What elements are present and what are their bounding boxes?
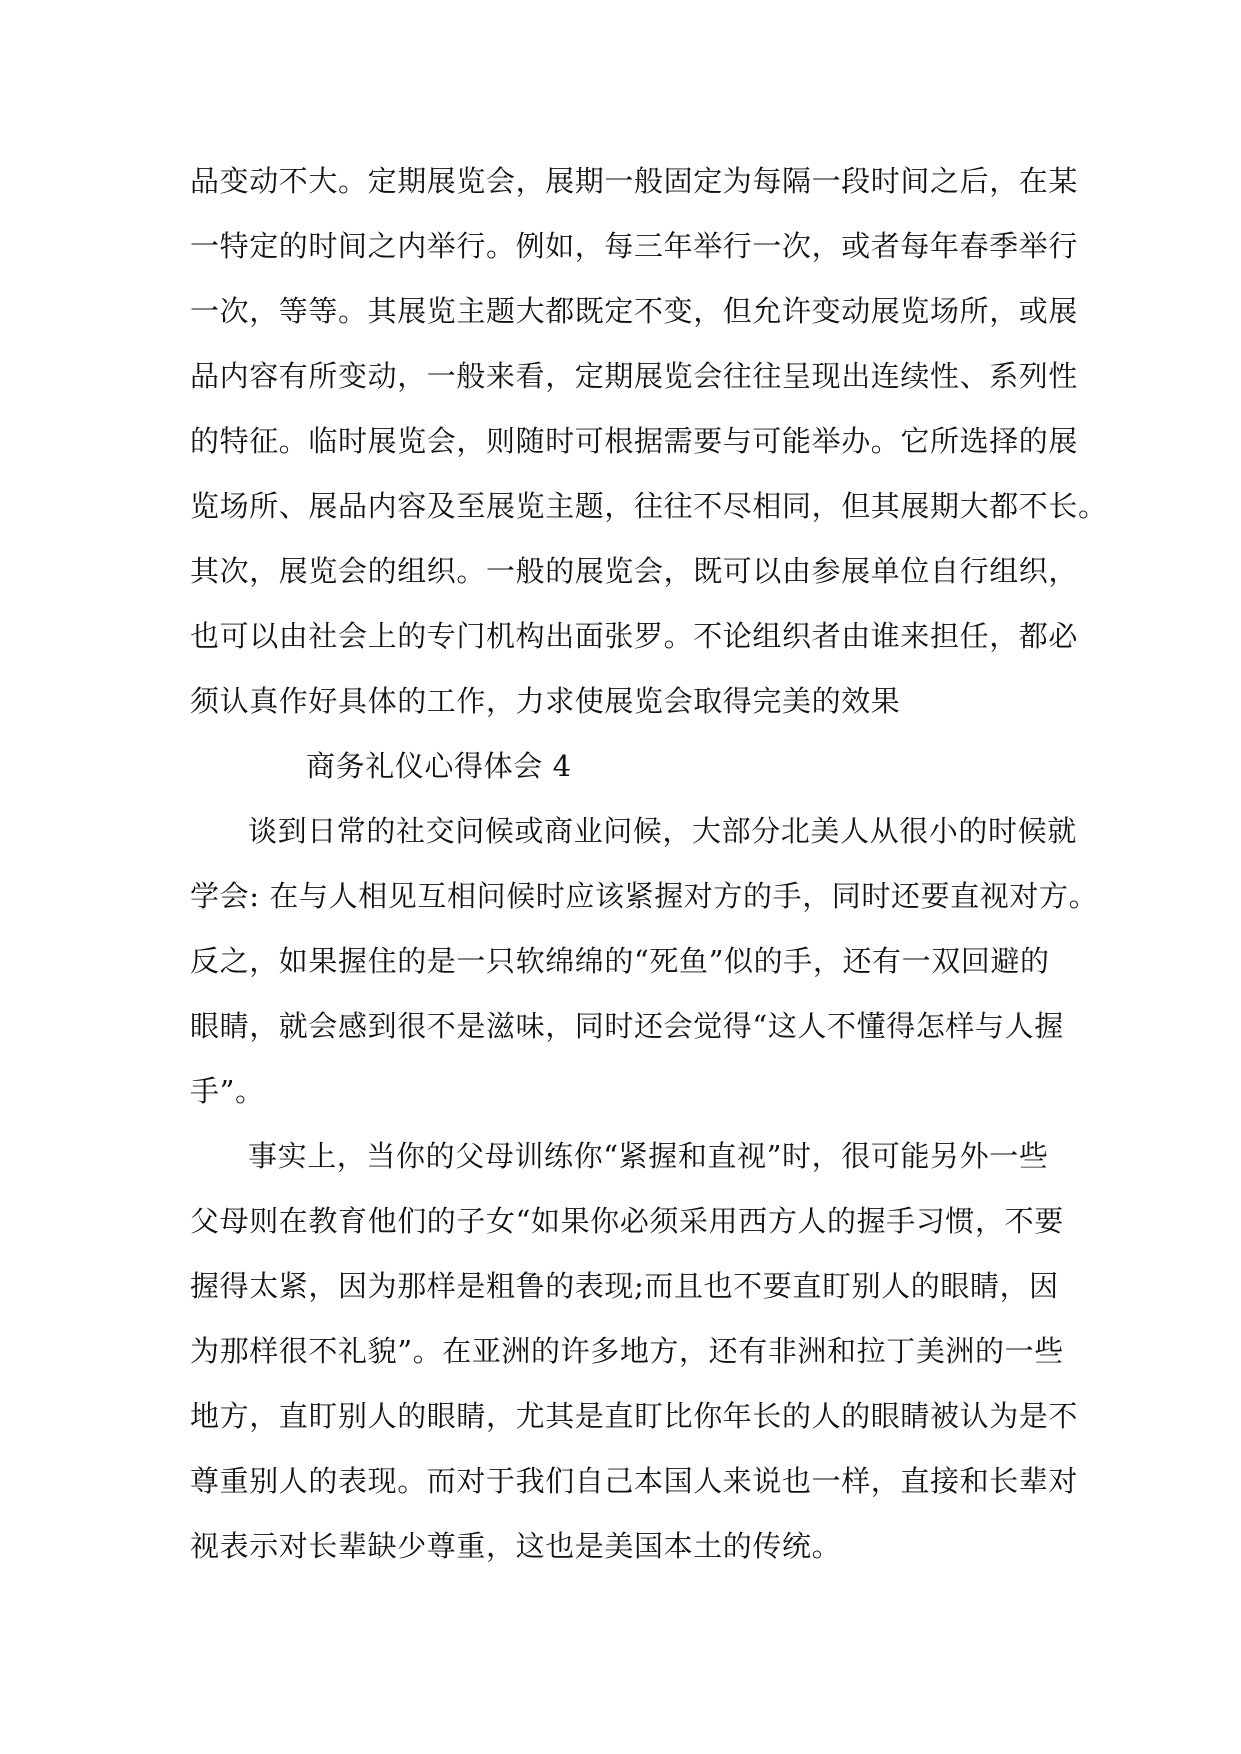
text-line: 事实上，当你的父母训练你“紧握和直视”时，很可能另外一些 — [248, 1139, 1049, 1173]
text-line: 尊重别人的表现。而对于我们自己本国人来说也一样，直接和长辈对 — [190, 1464, 1079, 1498]
text-line: 为那样很不礼貌”。在亚洲的许多地方，还有非洲和拉丁美洲的一些 — [190, 1334, 1064, 1368]
text-line: 父母则在教育他们的子女“如果你必须采用西方人的握手习惯，不要 — [190, 1204, 1064, 1238]
text-line: 地方，直盯别人的眼睛，尤其是直盯比你年长的人的眼睛被认为是不 — [190, 1399, 1079, 1433]
text-line: 品变动不大。定期展览会，展期一般固定为每隔一段时间之后，在某 — [190, 164, 1079, 198]
text-line: 一特定的时间之内举行。例如，每三年举行一次，或者每年春季举行 — [190, 229, 1079, 263]
text-line: 谈到日常的社交问候或商业问候，大部分北美人从很小的时候就 — [248, 814, 1077, 848]
text-line: 须认真作好具体的工作，力求使展览会取得完美的效果 — [190, 684, 901, 718]
section-heading: 商务礼仪心得体会 4 — [306, 749, 572, 783]
text-line: 手”。 — [190, 1074, 265, 1108]
body-text — [190, 158, 1108, 1588]
text-line: 品内容有所变动，一般来看，定期展览会往往呈现出连续性、系列性 — [190, 359, 1079, 393]
text-line: 学会: 在与人相见互相问候时应该紧握对方的手，同时还要直视对方。 — [190, 879, 1099, 913]
text-line: 眼睛，就会感到很不是滋味，同时还会觉得“这人不懂得怎样与人握 — [190, 1009, 1064, 1043]
text-line: 的特征。临时展览会，则随时可根据需要与可能举办。它所选择的展 — [190, 424, 1079, 458]
text-line: 其次，展览会的组织。一般的展览会，既可以由参展单位自行组织， — [190, 554, 1079, 588]
text-line: 反之，如果握住的是一只软绵绵的“死鱼”似的手，还有一双回避的 — [190, 944, 1050, 978]
text-line: 视表示对长辈缺少尊重，这也是美国本土的传统。 — [190, 1529, 842, 1563]
text-line: 览场所、展品内容及至展览主题，往往不尽相同，但其展期大都不长。 — [190, 489, 1108, 523]
text-line: 握得太紧，因为那样是粗鲁的表现;而且也不要直盯别人的眼睛，因 — [190, 1269, 1059, 1303]
text-line: 一次，等等。其展览主题大都既定不变，但允许变动展览场所，或展 — [190, 294, 1079, 328]
text-line: 也可以由社会上的专门机构出面张罗。不论组织者由谁来担任，都必 — [190, 619, 1079, 653]
